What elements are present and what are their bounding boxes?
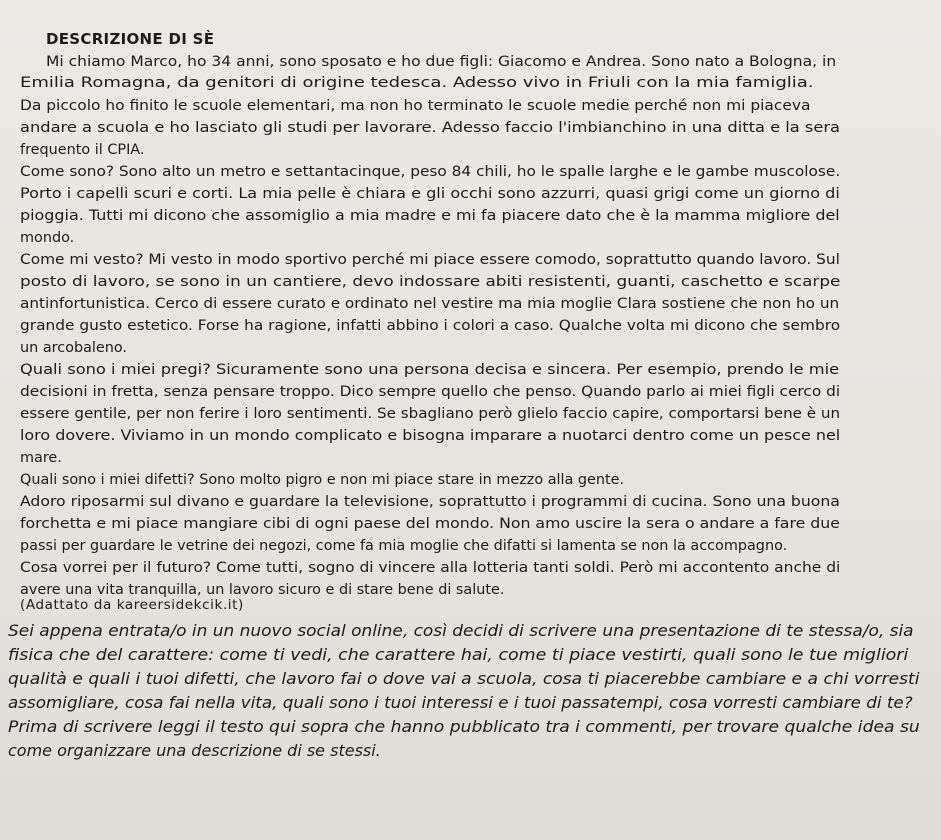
body-line: Quali sono i miei pregi? Sicuramente sono una persona decisa e sincera. Per esempio, prendo le mie <box>20 362 840 378</box>
document-title: DESCRIZIONE DI SÈ <box>46 30 215 48</box>
task-line: Prima di scrivere leggi il testo qui sopra che hanno pubblicato tra i commenti, per trovare qualche idea su <box>8 717 920 736</box>
source-note: (Adattato da kareersidekcik.it) <box>20 597 244 613</box>
task-line: assomigliare, cosa fai nella vita, quali sono i tuoi interessi e i tuoi passatempi, cosa vorresti cambiare di te? <box>8 693 913 712</box>
task-line: fisica che del carattere: come ti vedi, che carattere hai, come ti piace vestirti, quali sono le tue migliori <box>8 645 909 664</box>
body-line: Quali sono i miei difetti? Sono molto pigro e non mi piace stare in mezzo alla gente. <box>20 472 625 488</box>
body-line: Cosa vorrei per il futuro? Come tutti, sogno di vincere alla lotteria tanti soldi. Però mi accontento anche di <box>20 560 841 576</box>
task-line: come organizzare una descrizione di se stessi. <box>8 741 381 760</box>
body-line: Mi chiamo Marco, ho 34 anni, sono sposato e ho due figli: Giacomo e Andrea. Sono nato a Bologna, in <box>46 54 837 70</box>
body-line: essere gentile, per non ferire i loro sentimenti. Se sbagliano però glielo faccio capire, comportarsi bene è un <box>20 406 841 422</box>
body-line: un arcobaleno. <box>20 340 128 356</box>
body-line: frequento il CPIA. <box>20 142 145 158</box>
body-line: avere una vita tranquilla, un lavoro sicuro e di stare bene di salute. <box>20 582 505 598</box>
body-line: passi per guardare le vetrine dei negozi, come fa mia moglie che difatti si lamenta se non la accompagno. <box>20 538 788 554</box>
body-line: mondo. <box>20 230 75 246</box>
body-line: mare. <box>20 450 62 466</box>
body-line: posto di lavoro, se sono in un cantiere, devo indossare abiti resistenti, guanti, caschetto e scarpe <box>20 274 841 290</box>
body-line: Porto i capelli scuri e corti. La mia pelle è chiara e gli occhi sono azzurri, quasi grigi come un giorno di <box>20 186 840 202</box>
task-line: Sei appena entrata/o in un nuovo social online, così decidi di scrivere una presentazione di te stessa/o, sia <box>8 621 914 640</box>
body-line: andare a scuola e ho lasciato gli studi per lavorare. Adesso faccio l'imbianchino in una ditta e la sera <box>20 120 841 136</box>
body-line: Come mi vesto? Mi vesto in modo sportivo perché mi piace essere comodo, soprattutto quando lavoro. Sul <box>20 252 840 268</box>
task-line: qualità e quali i tuoi difetti, che lavoro fai o dove vai a scuola, cosa ti piacerebbe cambiare e a chi vorresti <box>8 669 920 688</box>
body-line: Adoro riposarmi sul divano e guardare la televisione, soprattutto i programmi di cucina. Sono una buona <box>20 494 840 510</box>
body-line: loro dovere. Viviamo in un mondo complicato e bisogna imparare a nuotarci dentro come un pesce nel <box>20 428 841 444</box>
body-line: antinfortunistica. Cerco di essere curato e ordinato nel vestire ma mia moglie Clara sostiene che non ho un <box>20 296 840 312</box>
body-line: Da piccolo ho finito le scuole elementari, ma non ho terminato le scuole medie perché non mi piaceva <box>20 98 811 114</box>
body-line: Come sono? Sono alto un metro e settantacinque, peso 84 chili, ho le spalle larghe e le gambe muscolose. <box>20 164 841 180</box>
body-line: grande gusto estetico. Forse ha ragione, infatti abbino i colori a caso. Qualche volta mi dicono che sembro <box>20 318 841 334</box>
body-line: forchetta e mi piace mangiare cibi di ogni paese del mondo. Non amo uscire la sera o andare a fare due <box>20 516 840 532</box>
body-line: pioggia. Tutti mi dicono che assomiglio a mia madre e mi fa piacere dato che è la mamma migliore del <box>20 208 840 224</box>
body-line: Emilia Romagna, da genitori di origine tedesca. Adesso vivo in Friuli con la mia famiglia. <box>20 75 814 91</box>
body-line: decisioni in fretta, senza pensare troppo. Dico sempre quello che penso. Quando parlo ai miei figli cerco di <box>20 384 841 400</box>
